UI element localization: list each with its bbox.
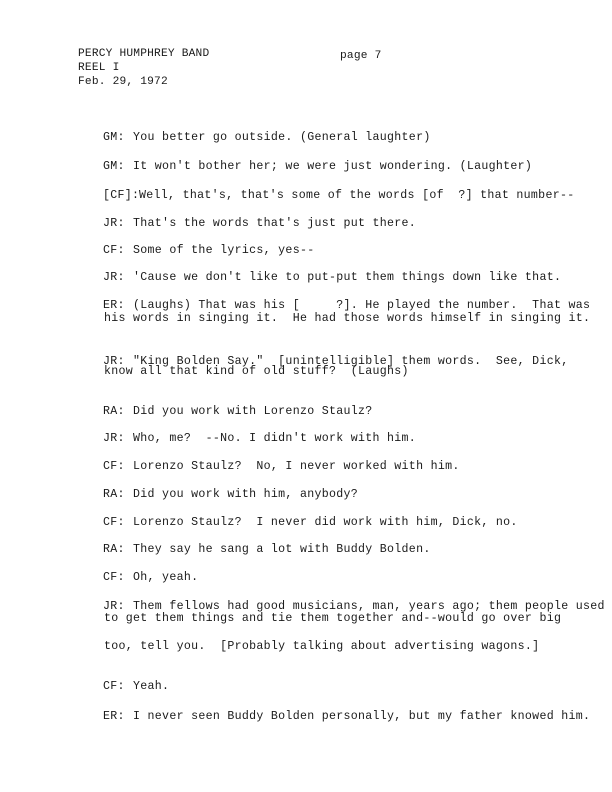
speech-text: They say he sang a lot with Buddy Bolden.	[133, 543, 431, 556]
speaker-label: JR:	[103, 355, 125, 368]
speech-text: That's the words that's just put there.	[133, 217, 417, 230]
speech-text: Did you work with him, anybody?	[133, 488, 359, 501]
header-title: PERCY HUMPHREY BAND	[78, 48, 210, 60]
speaker-label: CF:	[103, 460, 125, 473]
speech-text: Lorenzo Staulz? I never did work with him, Dick, no.	[133, 516, 518, 529]
speaker-label: CF:	[103, 516, 125, 529]
header-date: Feb. 29, 1972	[78, 76, 168, 88]
speaker-label: RA:	[103, 543, 125, 556]
speaker-label: ER:	[103, 299, 125, 312]
speech-text: Them fellows had good musicians, man, years ago; them people used	[133, 600, 605, 613]
transcript-continuation: to get them things and tie them together and--would go over big	[104, 612, 562, 625]
header-reel: REEL I	[78, 62, 120, 74]
speech-text: Well, that's, that's some of the words [of ?] that number--	[139, 189, 575, 202]
speaker-label: JR:	[103, 217, 125, 230]
speech-text: 'Cause we don't like to put-put them things down like that.	[133, 271, 562, 284]
transcript-continuation: his words in singing it. He had those words himself in singing it.	[104, 312, 591, 325]
transcript-line	[74, 696, 590, 738]
speech-text: Oh, yeah.	[133, 571, 199, 584]
speaker-label: ER:	[103, 710, 125, 723]
speech-text: "King Bolden Say." [unintelligible] them words. See, Dick,	[133, 355, 569, 368]
speaker-label: JR:	[103, 600, 125, 613]
speaker-label: JR:	[103, 271, 125, 284]
speaker-label: CF:	[103, 571, 125, 584]
speaker-label: GM:	[103, 160, 125, 173]
speech-text: (Laughs) That was his [ ?]. He played the number. That was	[133, 299, 591, 312]
speech-text: You better go outside. (General laughter)	[133, 131, 431, 144]
speaker-label: CF:	[103, 244, 125, 257]
speaker-label: RA:	[103, 488, 125, 501]
speech-text: Lorenzo Staulz? No, I never worked with him.	[133, 460, 460, 473]
speaker-label: GM:	[103, 131, 125, 144]
transcript-continuation: know all that kind of old stuff? (Laughs)	[104, 365, 409, 378]
speaker-label: JR:	[103, 432, 125, 445]
speaker-label: [CF]:	[103, 189, 140, 202]
speaker-label: RA:	[103, 405, 125, 418]
speech-text: I never seen Buddy Bolden personally, but my father knowed him.	[133, 710, 591, 723]
speech-text: Yeah.	[133, 680, 170, 693]
transcript-continuation: too, tell you. [Probably talking about advertising wagons.]	[104, 640, 540, 653]
speech-text: It won't bother her; we were just wondering. (Laughter)	[133, 160, 533, 173]
speaker-label: CF:	[103, 680, 125, 693]
page-number: page 7	[340, 50, 382, 62]
speech-text: Who, me? --No. I didn't work with him.	[133, 432, 417, 445]
speech-text: Did you work with Lorenzo Staulz?	[133, 405, 373, 418]
speech-text: Some of the lyrics, yes--	[133, 244, 315, 257]
